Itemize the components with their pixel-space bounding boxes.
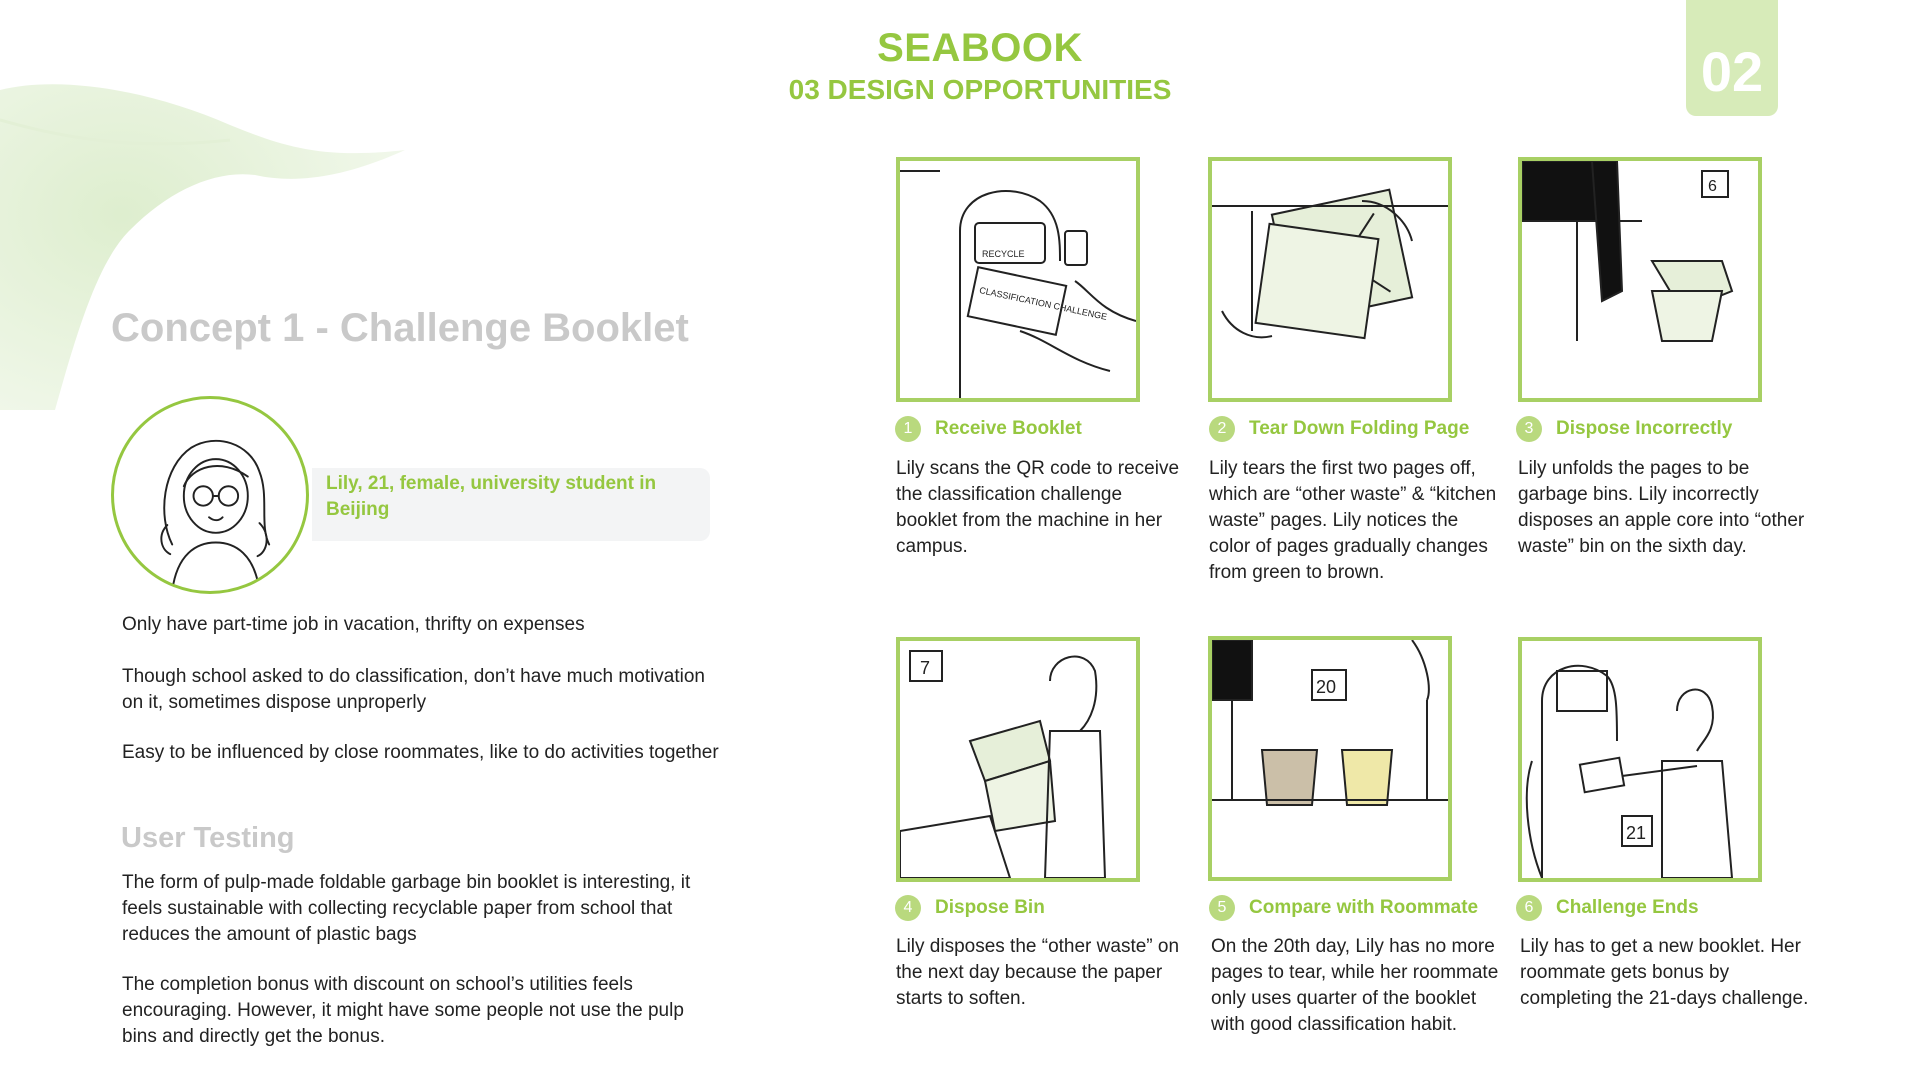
step-5-header (1209, 895, 1478, 921)
persona-avatar (111, 396, 309, 594)
step-3-number: 3 (1516, 416, 1542, 442)
storyboard-panel-6 (1518, 637, 1762, 882)
step-1-number: 1 (895, 416, 921, 442)
storyboard-panel-3 (1518, 157, 1762, 402)
persona-trait-3: Easy to be influenced by close roommates, like to do activities together (122, 742, 719, 763)
user-testing-paragraph-2: The completion bonus with discount on school’s utilities feels encouraging. However, it might have some people not use the pulp bins and directly get the bonus. (122, 974, 684, 1047)
challenge-label: CLASSIFICATION CHALLENGE (978, 285, 1109, 322)
step-1-title: Receive Booklet (935, 418, 1082, 439)
step-2-description: Lily tears the first two pages off, which are “other waste” & “kitchen waste” pages. Lily notices the color of pages gradually changes from green to brown. (1209, 458, 1497, 583)
step-5-title: Compare with Roommate (1249, 897, 1479, 918)
step-4-title: Dispose Bin (935, 897, 1045, 918)
step-6-header (1516, 895, 1699, 921)
persona-trait-1: Only have part-time job in vacation, thrifty on expenses (122, 614, 585, 635)
step-1-header (895, 416, 1082, 442)
calendar-day-6: 6 (1708, 178, 1717, 195)
compare-bins-icon (1212, 640, 1448, 877)
concept-title: Concept 1 - Challenge Booklet (111, 306, 689, 350)
user-testing-heading: User Testing (121, 822, 295, 854)
calendar-day-7: 7 (920, 658, 931, 678)
section-subtitle: 03 DESIGN OPPORTUNITIES (788, 74, 1172, 105)
step-3-header (1516, 416, 1732, 442)
storyboard-panel-1 (896, 157, 1140, 402)
step-4-header (895, 895, 1045, 921)
dispose-bin-icon (900, 641, 1136, 878)
step-4-description: Lily disposes the “other waste” on the next day because the paper starts to soften. (896, 936, 1180, 1009)
persona-trait-2: Though school asked to do classification, don’t have much motivation on it, sometimes dispose unproperly (122, 666, 705, 713)
recycle-label: RECYCLE (982, 249, 1025, 259)
persona-card (312, 468, 710, 541)
step-2-header (1209, 416, 1469, 442)
storyboard-panel-5 (1208, 636, 1452, 881)
storyboard-panel-2 (1208, 157, 1452, 402)
leaf-illustration (0, 80, 420, 410)
step-5-number: 5 (1209, 895, 1235, 921)
step-1-description: Lily scans the QR code to receive the classification challenge booklet from the machine in her campus. (896, 458, 1180, 557)
tearing-pages-icon (1212, 161, 1448, 398)
step-3-description: Lily unfolds the pages to be garbage bins. Lily incorrectly disposes an apple core into “other waste” bin on the sixth day. (1518, 458, 1805, 557)
calendar-day-21: 21 (1626, 823, 1647, 843)
step-6-description: Lily has to get a new booklet. Her roommate gets bonus by completing the 21-days challenge. (1520, 936, 1809, 1009)
step-3-title: Dispose Incorrectly (1556, 418, 1733, 439)
step-5-description: On the 20th day, Lily has no more pages to tear, while her roommate only uses quarter of the booklet with good classification habit. (1211, 936, 1499, 1035)
persona-summary: Lily, 21, female, university student in Beijing (326, 473, 657, 520)
brand-title: SEABOOK (877, 26, 1083, 70)
challenge-ends-icon (1522, 641, 1758, 878)
mailbox-machine-icon (900, 161, 1136, 398)
step-4-number: 4 (895, 895, 921, 921)
girl-sketch-icon (114, 399, 306, 591)
step-2-title: Tear Down Folding Page (1249, 418, 1470, 439)
step-2-number: 2 (1209, 416, 1235, 442)
step-6-title: Challenge Ends (1556, 897, 1699, 918)
storyboard-panel-4 (896, 637, 1140, 882)
user-testing-paragraph-1: The form of pulp-made foldable garbage bin booklet is interesting, it feels sustainable with collecting recyclable paper from school that reduces the amount of plastic bags (122, 872, 691, 945)
page-number-tab (1686, 0, 1778, 116)
page-number: 02 (1700, 40, 1764, 103)
disposing-incorrectly-icon (1522, 161, 1758, 398)
step-6-number: 6 (1516, 895, 1542, 921)
calendar-day-20: 20 (1316, 677, 1337, 697)
